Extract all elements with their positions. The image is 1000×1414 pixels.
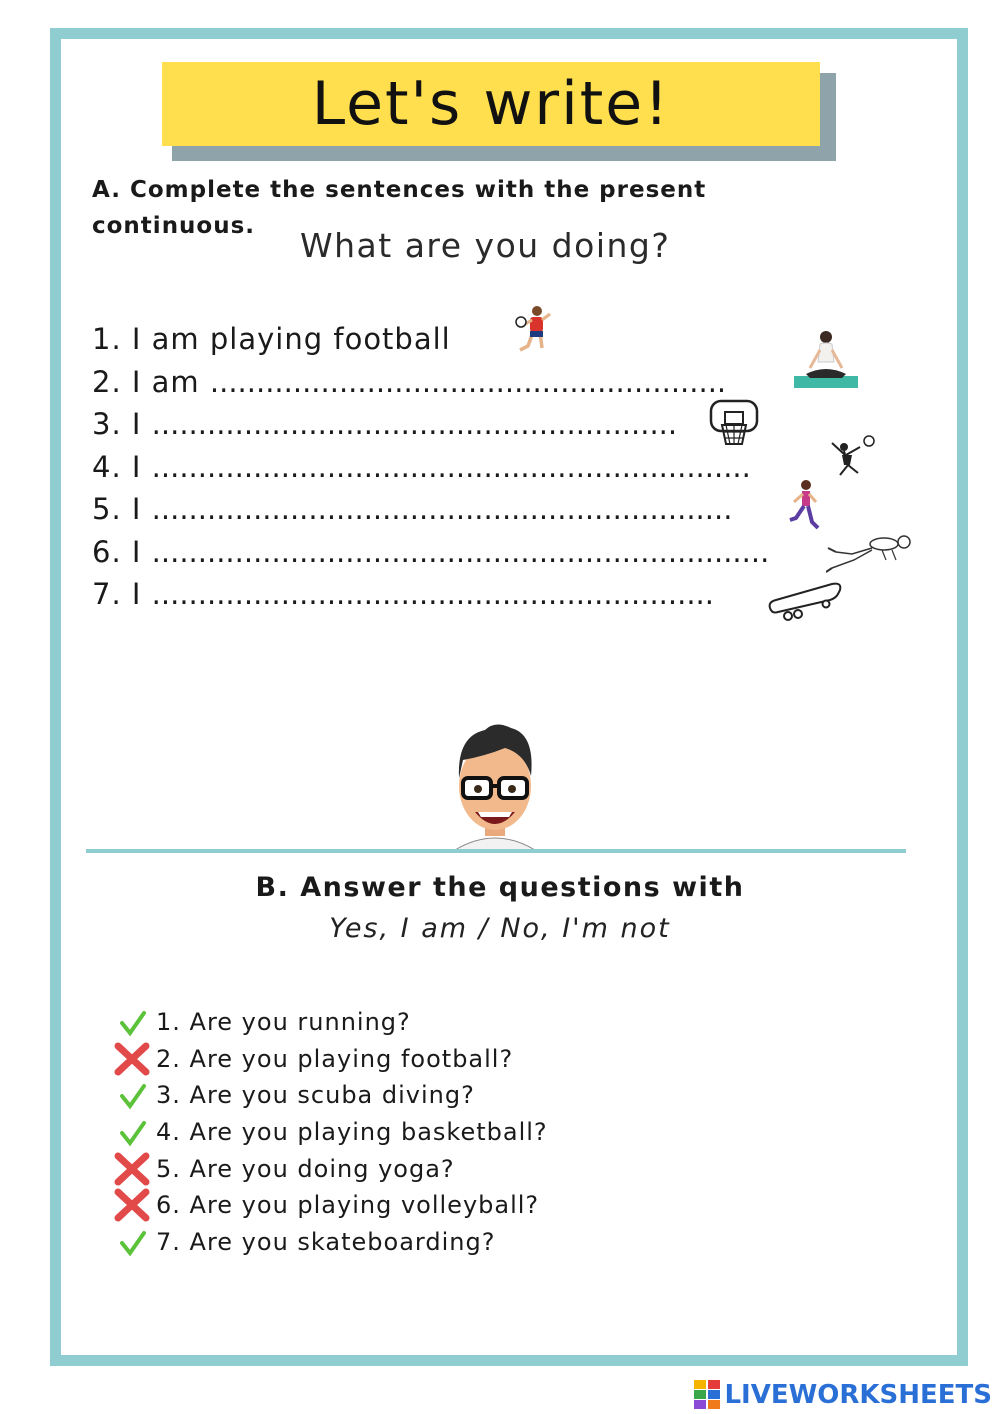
- check-icon: [112, 1005, 156, 1039]
- section-a-question: What are you doing?: [300, 226, 671, 265]
- section-b-instruction: B. Answer the questions with: [255, 872, 745, 903]
- cross-icon: [112, 1042, 156, 1076]
- list-item: 2. Are you playing football?: [112, 1041, 712, 1078]
- section-a-list: [92, 318, 852, 616]
- check-icon: [112, 1225, 156, 1259]
- football-player-icon: [508, 302, 556, 358]
- list-item[interactable]: 4. I .................................................................: [92, 449, 751, 484]
- yoga-icon: [792, 326, 860, 392]
- list-item: 4. Are you playing basketball?: [112, 1114, 712, 1151]
- list-item: 1. I am playing football: [92, 322, 451, 356]
- check-icon: [112, 1115, 156, 1149]
- list-item[interactable]: 3. I .........................................................: [92, 407, 678, 441]
- page-title: Let's write!: [162, 62, 820, 146]
- section-b-list: [112, 1004, 712, 1260]
- list-item: 5. Are you doing yoga?: [112, 1150, 712, 1187]
- answer-blank[interactable]: .................................................................: [151, 449, 751, 484]
- list-item[interactable]: 7. I .............................................................: [92, 577, 714, 611]
- section-b-hint: Yes, I am / No, I'm not: [329, 913, 671, 944]
- cross-icon: [112, 1152, 156, 1186]
- list-item: 3. Are you scuba diving?: [112, 1077, 712, 1114]
- cross-icon: [112, 1188, 156, 1222]
- brand-name: LIVEWORKSHEETS: [724, 1380, 992, 1410]
- brand-logo[interactable]: [694, 1378, 992, 1412]
- answer-blank[interactable]: ...................................................................: [151, 534, 770, 569]
- scuba-diver-icon: [826, 528, 914, 576]
- check-icon: [112, 1078, 156, 1112]
- liveworksheets-logo-icon: [694, 1380, 720, 1410]
- skateboard-icon: [764, 578, 844, 622]
- list-item[interactable]: 5. I ...............................................................: [92, 492, 733, 526]
- list-item: 6. Are you playing volleyball?: [112, 1187, 712, 1224]
- volleyball-icon: [822, 433, 880, 479]
- section-a-instruction: A. Complete the sentences with the present continuous.: [92, 177, 707, 239]
- list-item: 1. Are you running?: [112, 1004, 712, 1041]
- list-item[interactable]: 6. I ...................................................................: [92, 534, 770, 569]
- answer-blank[interactable]: ...............................................................: [151, 492, 733, 526]
- teacher-avatar: [445, 716, 545, 850]
- section-divider: [86, 849, 906, 853]
- list-item[interactable]: 2. I am ........................................................: [92, 364, 727, 399]
- answer-blank[interactable]: ........................................................: [209, 364, 727, 399]
- runner-icon: [786, 478, 822, 534]
- basketball-hoop-icon: [708, 398, 760, 450]
- answer-blank[interactable]: .............................................................: [151, 577, 714, 611]
- list-item: 7. Are you skateboarding?: [112, 1224, 712, 1261]
- answer-blank[interactable]: .........................................................: [151, 407, 678, 441]
